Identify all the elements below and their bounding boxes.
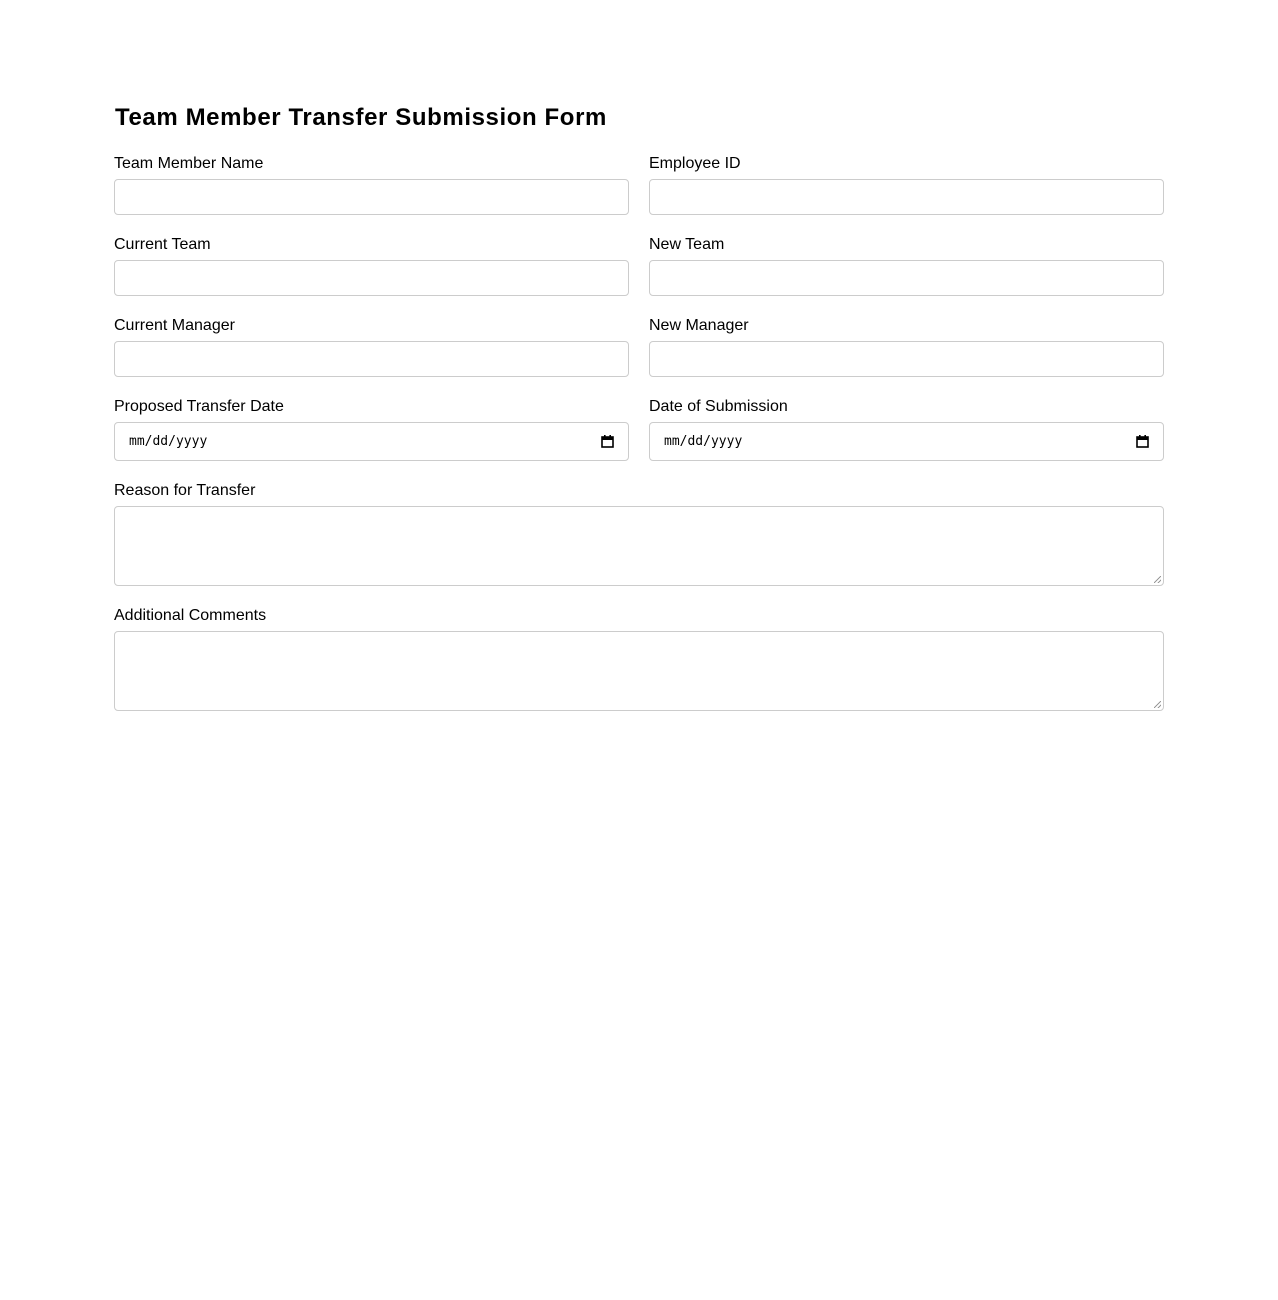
team-member-name-input[interactable] (114, 179, 629, 215)
new-manager-input[interactable] (649, 341, 1164, 377)
current-team-label: Current Team (114, 236, 211, 253)
current-manager-label: Current Manager (114, 317, 235, 334)
employee-id-field (649, 154, 1164, 215)
date-of-submission-field (649, 397, 1164, 461)
calendar-icon[interactable] (601, 435, 614, 448)
date-placeholder: mm/dd/yyyy (664, 434, 743, 449)
proposed-transfer-date-label: Proposed Transfer Date (114, 398, 284, 415)
employee-id-label: Employee ID (649, 155, 741, 172)
new-team-field (649, 235, 1164, 296)
employee-id-input[interactable] (649, 179, 1164, 215)
new-team-label: New Team (649, 236, 725, 253)
current-team-field (114, 235, 629, 296)
new-team-input[interactable] (649, 260, 1164, 296)
current-team-input[interactable] (114, 260, 629, 296)
additional-comments-label: Additional Comments (114, 607, 267, 624)
reason-for-transfer-label: Reason for Transfer (114, 482, 256, 499)
reason-for-transfer-textarea[interactable] (114, 506, 1164, 586)
date-of-submission-input[interactable] (649, 422, 1164, 461)
current-manager-field (114, 316, 629, 377)
proposed-transfer-date-field (114, 397, 629, 461)
new-manager-field (649, 316, 1164, 377)
transfer-form (114, 100, 1164, 731)
reason-for-transfer-field (114, 481, 1164, 586)
proposed-transfer-date-input[interactable] (114, 422, 629, 461)
new-manager-label: New Manager (649, 317, 749, 334)
team-member-name-label: Team Member Name (114, 155, 264, 172)
additional-comments-textarea[interactable] (114, 631, 1164, 711)
calendar-icon[interactable] (1136, 435, 1149, 448)
date-of-submission-label: Date of Submission (649, 398, 788, 415)
page-title: Team Member Transfer Submission Form (115, 104, 607, 131)
additional-comments-field (114, 606, 1164, 711)
date-placeholder: mm/dd/yyyy (129, 434, 208, 449)
team-member-name-field (114, 154, 629, 215)
current-manager-input[interactable] (114, 341, 629, 377)
